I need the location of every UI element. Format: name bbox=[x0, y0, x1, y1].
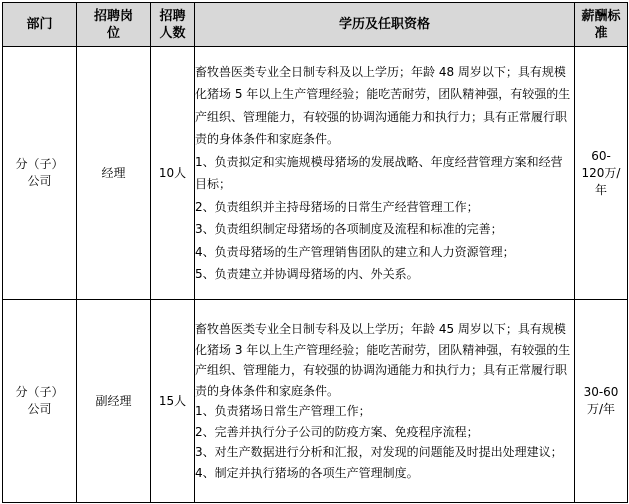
duty-item: 2、负责组织并主持母猪场的日常生产经营管理工作； bbox=[195, 199, 479, 214]
header-count: 招聘人数 bbox=[151, 3, 195, 47]
table-row bbox=[3, 300, 628, 503]
duty-item: 1、负责猪场日常生产管理工作； bbox=[195, 404, 371, 418]
requirements-cell bbox=[195, 300, 575, 503]
header-requirements: 学历及任职资格 bbox=[195, 3, 575, 47]
position-cell: 副经理 bbox=[77, 300, 151, 503]
header-salary: 薪酬标准 bbox=[575, 3, 628, 47]
table-row bbox=[3, 47, 628, 300]
duty-item: 3、对生产数据进行分析和汇报，对发现的问题能及时提出处理建议； bbox=[195, 445, 563, 459]
header-dept: 部门 bbox=[3, 3, 77, 47]
duty-item: 4、负责母猪场的生产管理销售团队的建立和人力资源管理； bbox=[195, 244, 515, 259]
salary-cell: 30-60万/年 bbox=[575, 300, 628, 503]
header-position: 招聘岗位 bbox=[77, 3, 151, 47]
duty-item: 5、负责建立并协调母猪场的内、外关系。 bbox=[195, 267, 419, 281]
recruitment-table bbox=[2, 2, 628, 503]
header-row bbox=[3, 3, 628, 47]
dept-cell: 分（子）公司 bbox=[3, 47, 77, 300]
duty-item: 3、负责组织制定母猪场的各项制度及流程和标准的完善； bbox=[195, 222, 503, 236]
salary-cell: 60-120万/年 bbox=[575, 47, 628, 300]
requirements-intro: 畜牧兽医类专业全日制专科及以上学历；年龄 48 周岁以下；具有规模化猪场 5 年以上生产管理经验；能吃苦耐劳，团队精神强，有较强的生产组织、管理能力，有较强的协调沟通能力和执行力；具有正常履行职责的身体条件和家庭条件。 bbox=[195, 64, 571, 146]
duty-item: 1、负责拟定和实施规模母猪场的发展战略、年度经营管理方案和经营目标； bbox=[195, 154, 563, 191]
requirements-cell bbox=[195, 47, 575, 300]
position-cell: 经理 bbox=[77, 47, 151, 300]
count-cell: 10人 bbox=[151, 47, 195, 300]
duty-item: 4、制定并执行猪场的各项生产管理制度。 bbox=[195, 465, 419, 480]
duty-item: 2、完善并执行分子公司的防疫方案、免疫程序流程； bbox=[195, 424, 479, 439]
requirements-intro: 畜牧兽医类专业全日制专科及以上学历；年龄 45 周岁以下；具有规模化猪场 3 年以上生产管理经验；能吃苦耐劳，团队精神强，有较强的生产组织、管理能力，有较强的协调沟通能力和执行力；具有正常履行职责的身体条件和家庭条件。 bbox=[195, 322, 571, 398]
count-cell: 15人 bbox=[151, 300, 195, 503]
dept-cell: 分（子）公司 bbox=[3, 300, 77, 503]
